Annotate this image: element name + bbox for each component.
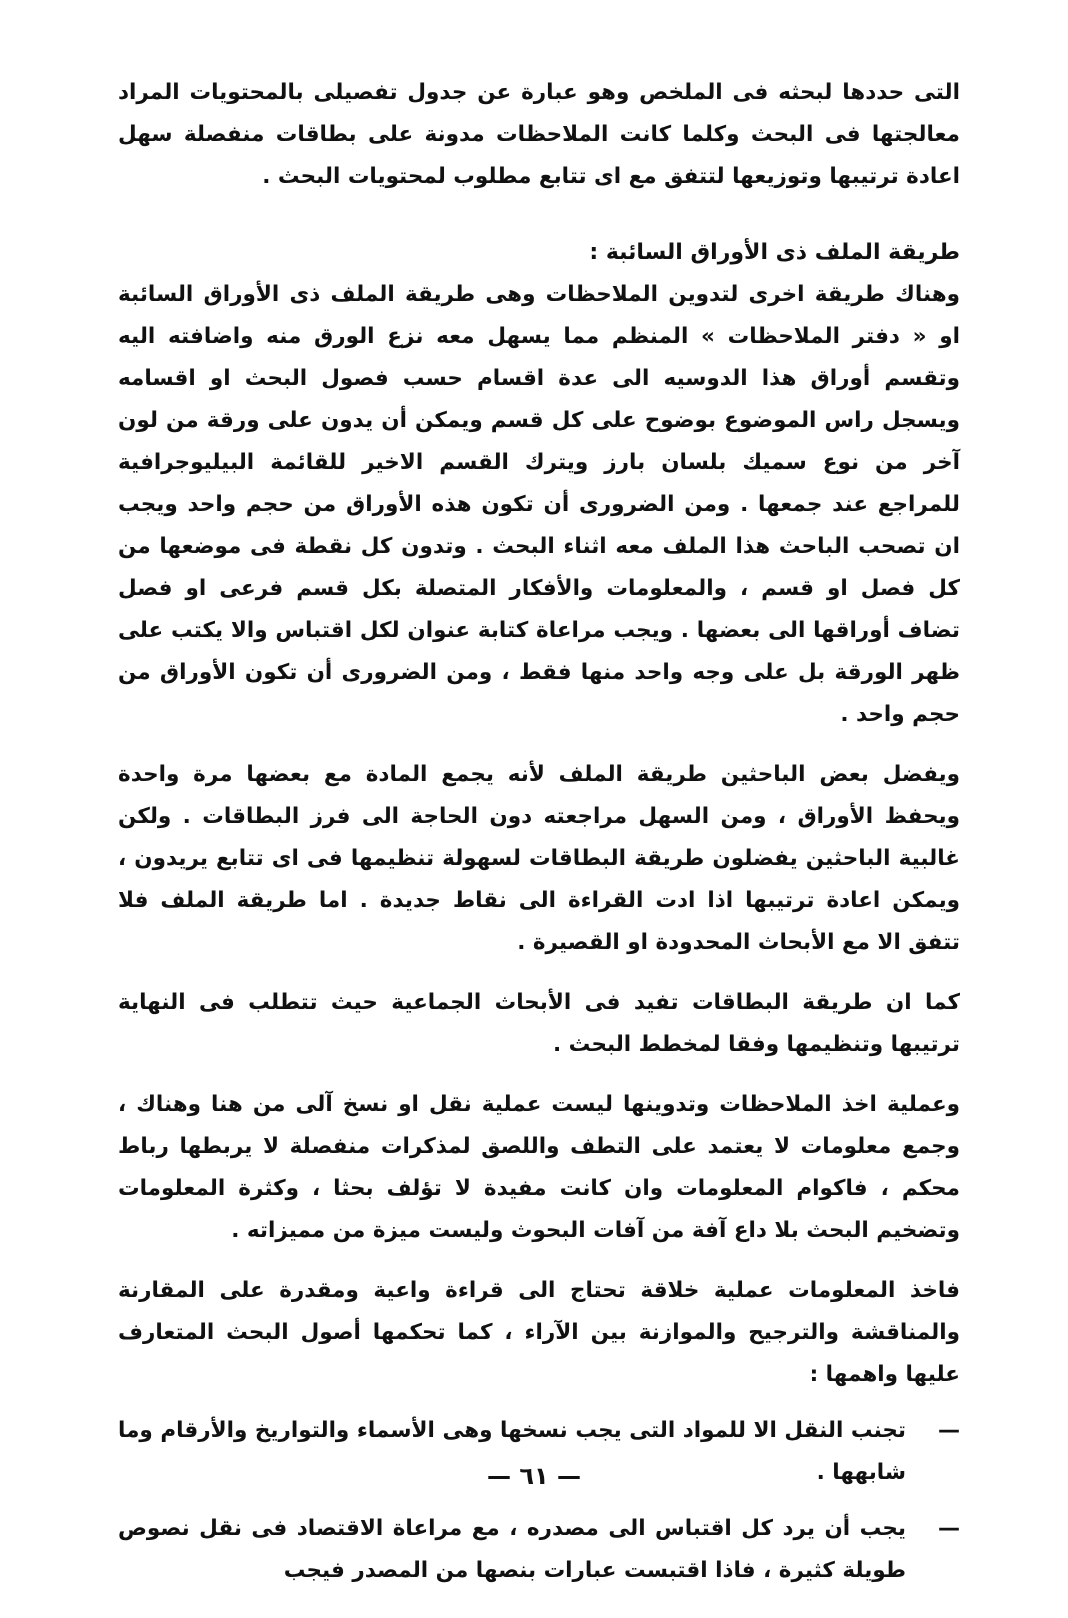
list-item-text: تجنب النقل الا للمواد التى يجب نسخها وهى الأسماء والتواريخ والأرقام وما شابهها . bbox=[118, 1418, 906, 1485]
list-item bbox=[118, 1508, 960, 1592]
dash-bullet: — bbox=[938, 1418, 960, 1443]
paragraph-loose-leaf-method: وهناك طريقة اخرى لتدوين الملاحظات وهى طريقة الملف ذى الأوراق السائبة او « دفتر الملاحظات » المنظم مما يسهل معه نزع الورق منه واضافته اليه وتقسم أوراق هذا الدوسيه الى عدة اقسام حسب فصول البحث او اقسامه ويسجل راس الموضوع بوضوح على كل قسم ويمكن أن يدون على ورقة من لون آخر من نوع سميك بلسان بارز ويترك القسم الاخير للقائمة البيليوجرافية للمراجع عند جمعها . ومن الضرورى أن تكون هذه الأوراق من حجم واحد ويجب ان تصحب الباحث هذا الملف معه اثناء البحث . وتدون كل نقطة فى موضعها من كل فصل او قسم ، والمعلومات والأفكار المتصلة بكل قسم فرعى او فصل تضاف أوراقها الى بعضها . ويجب مراعاة كتابة عنوان لكل اقتباس والا يكتب على ظهر الورقة بل على وجه واحد منها فقط ، ومن الضرورى أن تكون الأوراق من حجم واحد . bbox=[118, 282, 960, 727]
page-number: — ٦١ — bbox=[486, 1462, 581, 1490]
list-item-text: يجب أن يرد كل اقتباس الى مصدره ، مع مراعاة الاقتصاد فى نقل نصوص طويلة كثيرة ، فاذا اقتبست عبارات بنصها من المصدر فيجب bbox=[118, 1516, 906, 1583]
paragraph-group-research: كما ان طريقة البطاقات تفيد فى الأبحاث الجماعية حيث تتطلب فى النهاية ترتيبها وتنظيمها وفقا لمخطط البحث . bbox=[118, 990, 960, 1057]
dash-bullet: — bbox=[938, 1516, 960, 1541]
paragraph-file-vs-cards: ويفضل بعض الباحثين طريقة الملف لأنه يجمع المادة مع بعضها مرة واحدة ويحفظ الأوراق ، ومن السهل مراجعته دون الحاجة الى فرز البطاقات . ولكن غالبية الباحثين يفضلون طريقة البطاقات لسهولة تنظيمها فى اى تتابع يريدون ، ويمكن اعادة ترتيبها اذا ادت القراءة الى نقاط جديدة . اما طريقة الملف فلا تتفق الا مع الأبحاث المحدودة او القصيرة . bbox=[118, 762, 960, 955]
paragraph-creative-process: فاخذ المعلومات عملية خلاقة تحتاج الى قراءة واعية ومقدرة على المقارنة والمناقشة والترجيح والموازنة بين الآراء ، كما تحكمها أصول البحث المتعارف عليها واهمها : bbox=[118, 1278, 960, 1387]
paragraph-intro: التى حددها لبحثه فى الملخص وهو عبارة عن جدول تفصيلى بالمحتويات المراد معالجتها فى البحث وكلما كانت الملاحظات مدونة على بطاقات منفصلة سهل اعادة ترتيبها وتوزيعها لتتفق مع اى تتابع مطلوب لمحتويات البحث . bbox=[118, 80, 960, 189]
section-heading: طريقة الملف ذى الأوراق السائبة : bbox=[589, 240, 960, 265]
paragraph-note-taking: وعملية اخذ الملاحظات وتدوينها ليست عملية نقل او نسخ آلى من هنا وهناك ، وجمع معلومات لا يعتمد على التطف واللصق لمذكرات منفصلة لا يربطها رباط محكم ، فاكوام المعلومات وان كانت مفيدة لا تؤلف بحثا ، وكثرة المعلومات وتضخيم البحث بلا داع آفة من آفات البحوث وليست ميزة من مميزاته . bbox=[118, 1092, 960, 1243]
page-body bbox=[118, 72, 960, 1592]
